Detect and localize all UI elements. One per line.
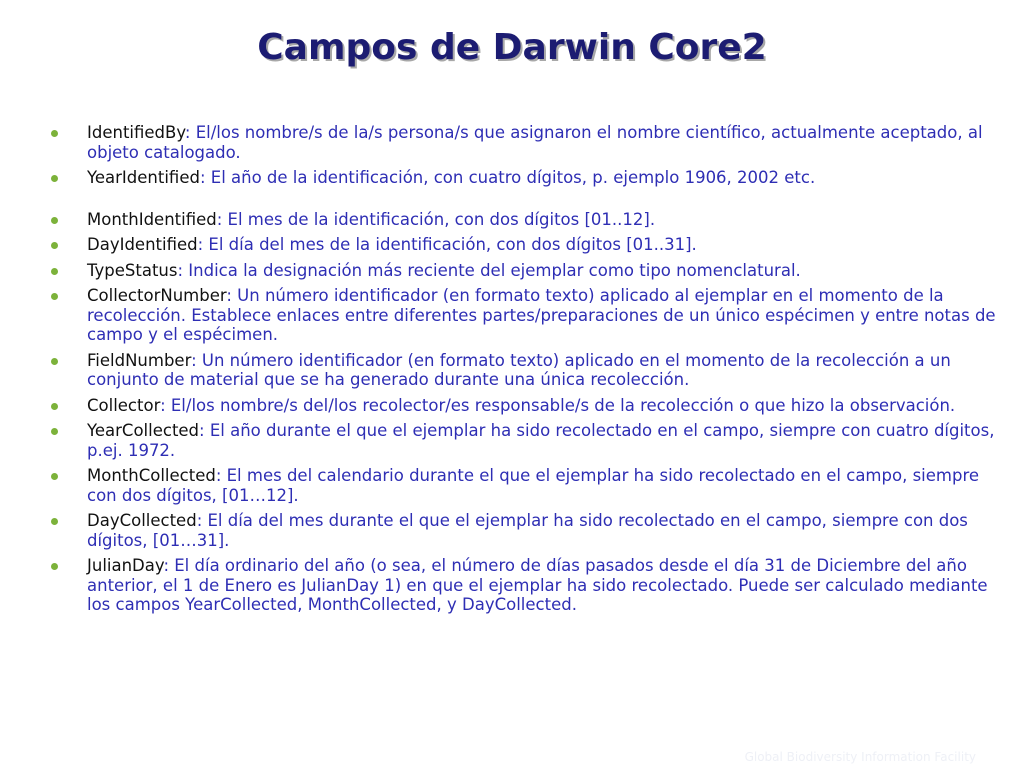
list-item bbox=[48, 123, 1008, 162]
bullet-icon bbox=[51, 293, 58, 300]
field-definition: : El/los nombre/s del/los recolector/es responsable/s de la recolección o que hizo la observación. bbox=[160, 395, 956, 415]
field-list bbox=[48, 123, 1008, 621]
field-term: JulianDay bbox=[87, 556, 164, 575]
field-definition: : El año de la identificación, con cuatro dígitos, p. ejemplo 1906, 2002 etc. bbox=[199, 168, 816, 187]
list-item bbox=[48, 235, 1008, 255]
bullet-icon bbox=[51, 268, 58, 275]
bullet-icon bbox=[51, 563, 58, 570]
bullet-icon bbox=[51, 242, 58, 249]
field-definition: : El/los nombre/s de la/s persona/s que asignaron el nombre científico, actualmente aceptado, al objeto catalogado. bbox=[87, 123, 983, 162]
field-term: CollectorNumber bbox=[87, 286, 227, 305]
list-item bbox=[48, 421, 1008, 460]
bullet-icon bbox=[51, 130, 58, 137]
field-definition: : El mes de la identificación, con dos dígitos [01..12]. bbox=[216, 209, 656, 229]
list-item bbox=[48, 210, 1008, 230]
field-definition: : El año durante el que el ejemplar ha sido recolectado en el campo, siempre con cuatro dígitos, p.ej. 1972. bbox=[87, 421, 995, 460]
list-item bbox=[48, 396, 1008, 416]
field-definition: : El día del mes de la identificación, con dos dígitos [01..31]. bbox=[197, 235, 697, 254]
field-term: FieldNumber bbox=[87, 350, 192, 370]
field-definition: : El día del mes durante el que el ejemplar ha sido recolectado en el campo, siempre con dos dígitos, [01…31]. bbox=[87, 511, 968, 550]
bullet-icon bbox=[51, 358, 58, 365]
list-item bbox=[48, 351, 1008, 390]
field-term: MonthCollected bbox=[87, 466, 216, 485]
field-definition: : Indica la designación más reciente del ejemplar como tipo nomenclatural. bbox=[177, 260, 801, 280]
field-term: Collector bbox=[87, 395, 161, 415]
footer-text: Global Biodiversity Information Facility bbox=[744, 750, 976, 764]
field-term: TypeStatus bbox=[87, 260, 178, 280]
field-term: IdentifiedBy bbox=[87, 123, 185, 142]
bullet-icon bbox=[51, 175, 58, 182]
slide-title: Campos de Darwin Core2 bbox=[257, 27, 767, 68]
field-definition: : Un número identificador (en formato texto) aplicado en el momento de la recolección a un conjunto de material que se ha generado durante una única recolección. bbox=[87, 350, 951, 389]
list-item bbox=[48, 286, 1008, 345]
field-term: YearCollected bbox=[87, 421, 200, 440]
bullet-icon bbox=[51, 518, 58, 525]
list-item bbox=[48, 261, 1008, 281]
field-definition: : El día ordinario del año (o sea, el número de días pasados desde el día 31 de Diciembre del año anterior, el 1 de Enero es JulianDay 1) en que el ejemplar ha sido recolectado. Puede ser calculado mediante los campos YearCollected, MonthCollected, y DayCollected. bbox=[87, 556, 988, 614]
field-term: DayIdentified bbox=[87, 235, 198, 254]
bullet-icon bbox=[51, 428, 58, 435]
list-item bbox=[48, 511, 1008, 550]
bullet-icon bbox=[51, 473, 58, 480]
field-term: YearIdentified bbox=[87, 168, 200, 187]
field-term: MonthIdentified bbox=[87, 209, 217, 229]
field-definition: : El mes del calendario durante el que el ejemplar ha sido recolectado en el campo, siempre con dos dígitos, [01…12]. bbox=[87, 466, 980, 505]
list-item bbox=[48, 466, 1008, 505]
bullet-icon bbox=[51, 403, 58, 410]
bullet-icon bbox=[51, 217, 58, 224]
list-item bbox=[48, 556, 1008, 615]
list-item bbox=[48, 168, 1008, 188]
field-definition: : Un número identificador (en formato texto) aplicado al ejemplar en el momento de la recolección. Establece enlaces entre diferentes partes/preparaciones de un único espécimen y entre notas de campo y el espécimen. bbox=[87, 286, 996, 344]
field-term: DayCollected bbox=[87, 511, 197, 530]
